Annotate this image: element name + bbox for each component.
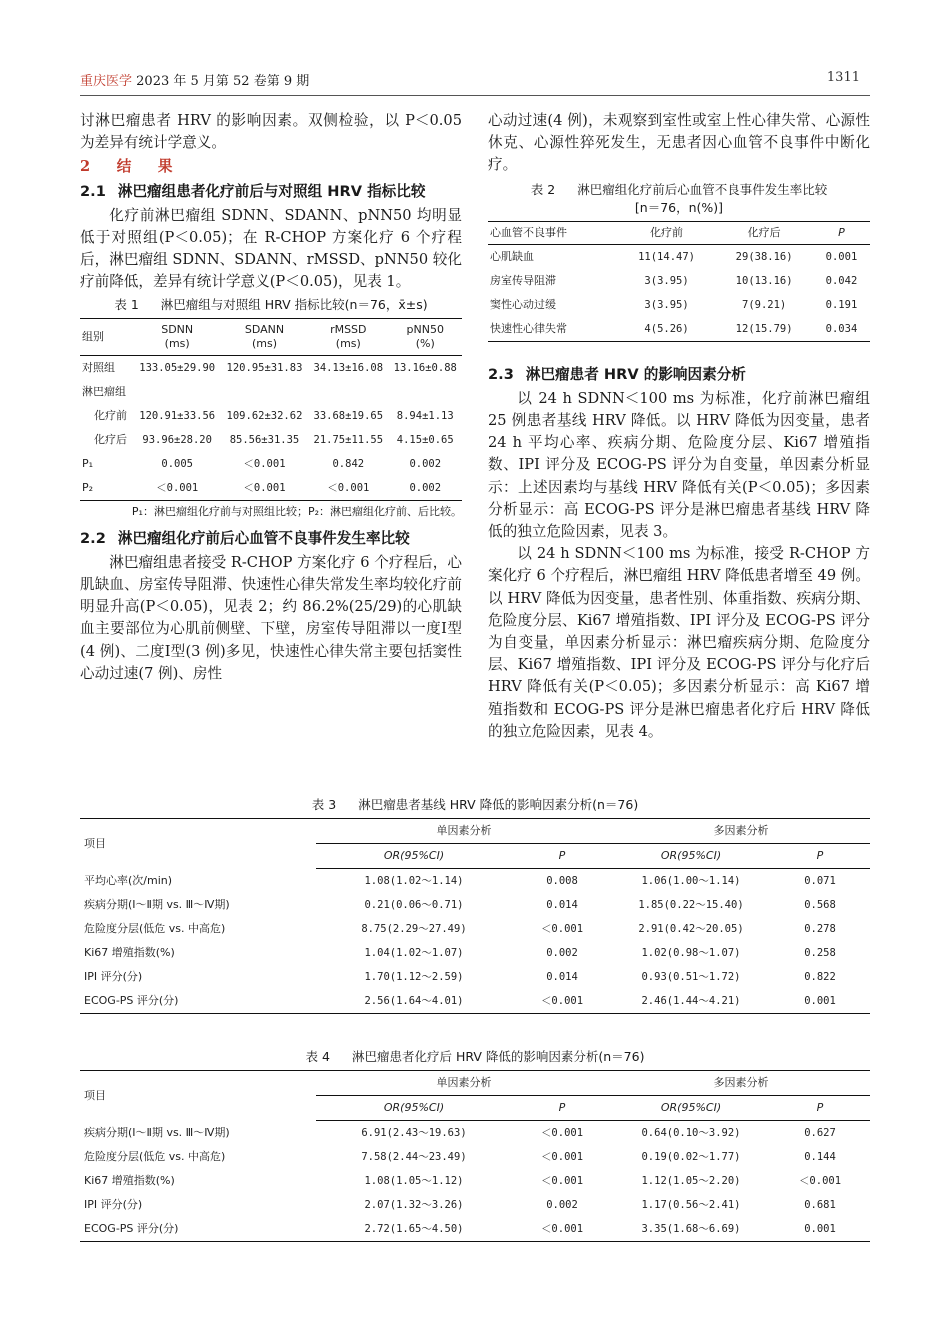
table3-number: 表 3 xyxy=(311,797,337,812)
table1-row xyxy=(80,428,462,452)
table3-cell: 1.02(0.98～1.07) xyxy=(641,947,741,959)
table3-header-item: 项目 xyxy=(84,836,106,850)
table4-sub-p-uni: P xyxy=(512,1096,612,1121)
table4-row-label: 疾病分期(Ⅰ～Ⅱ期 vs. Ⅲ～Ⅳ期) xyxy=(84,1125,230,1139)
table3-cell: 2.56(1.64～4.01) xyxy=(364,995,464,1007)
table3-row xyxy=(80,941,870,965)
table4-cell: 6.91(2.43～19.63) xyxy=(361,1127,467,1139)
table1-header-pnn50: pNN50 (%) xyxy=(388,318,462,355)
table2-row xyxy=(488,269,870,293)
section-2-2-continuation: 心动过速(4 例)，未观察到室性或室上性心律失常、心源性休克、心源性猝死发生，无患者因心血管不良事件中断化疗。 xyxy=(488,112,870,174)
table4-cell: 7.58(2.44～23.49) xyxy=(361,1151,467,1163)
table4-cell: 1.17(0.56～2.41) xyxy=(641,1199,741,1211)
table4-row-label: ECOG-PS 评分(分) xyxy=(84,1222,179,1235)
table2-cell: 0.042 xyxy=(825,274,858,287)
table2-cell: 0.034 xyxy=(825,322,858,335)
table3-row-label: 平均心率(次/min) xyxy=(84,873,173,887)
table2-cell: 29(38.16) xyxy=(735,250,793,263)
table3-row-label: IPI 评分(分) xyxy=(84,970,143,983)
table4-row xyxy=(80,1121,870,1146)
table2-header-event: 心血管不良事件 xyxy=(488,221,618,244)
table4-cell: ＜0.001 xyxy=(540,1223,584,1235)
table3-cell: 0.93(0.51～1.72) xyxy=(641,971,741,983)
table4-cell: 0.001 xyxy=(804,1223,836,1235)
table4-cell: 0.144 xyxy=(804,1151,836,1163)
table3-row-label: 疾病分期(Ⅰ～Ⅱ期 vs. Ⅲ～Ⅳ期) xyxy=(84,898,230,911)
table3-cell: 0.568 xyxy=(804,899,836,911)
table2-cell: 3(3.95) xyxy=(644,298,689,311)
table1-cell: ＜0.001 xyxy=(327,481,370,494)
table3-cell: 1.04(1.02～1.07) xyxy=(364,947,464,959)
table4-cell: 0.64(0.10～3.92) xyxy=(641,1127,741,1139)
table4-cell: 0.681 xyxy=(804,1199,836,1211)
table1-title: 淋巴瘤组与对照组 HRV 指标比较(n＝76，x̄±s) xyxy=(160,296,428,312)
table3-header-univariate: 单因素分析 xyxy=(316,819,612,844)
table3-cell: 0.21(0.06～0.71) xyxy=(364,899,464,911)
table2 xyxy=(488,221,870,342)
table1-cell: 85.56±31.35 xyxy=(229,433,300,446)
table1-cell: 120.95±31.83 xyxy=(226,361,303,374)
table2-header-p: P xyxy=(813,221,870,244)
table2-header-before: 化疗前 xyxy=(618,221,716,244)
table3-cell: 8.75(2.29～27.49) xyxy=(361,923,467,935)
table1-cell: 21.75±11.55 xyxy=(313,433,384,446)
left-column xyxy=(80,110,462,685)
table4-cell: 0.19(0.02～1.77) xyxy=(641,1151,741,1163)
table3-row xyxy=(80,893,870,917)
table1-row-label: P₁ xyxy=(82,456,94,470)
table4-cell: 1.12(1.05～2.20) xyxy=(641,1175,741,1187)
table1-cell: 0.005 xyxy=(161,457,193,470)
table1-cell: 93.96±28.20 xyxy=(142,433,212,446)
table1-cell: 4.15±0.65 xyxy=(396,433,454,446)
table4-cell: ＜0.001 xyxy=(540,1151,584,1163)
table4-cell: 0.627 xyxy=(804,1127,836,1139)
table4-header-multivariate: 多因素分析 xyxy=(612,1071,870,1096)
table1-cell xyxy=(134,380,221,404)
table3-block xyxy=(80,794,870,1014)
table4-row-label: IPI 评分(分) xyxy=(84,1198,143,1211)
table1-row xyxy=(80,452,462,476)
section-2-3-title: 淋巴瘤患者 HRV 的影响因素分析 xyxy=(525,365,746,383)
table3-cell: 0.014 xyxy=(546,971,578,983)
table4-row xyxy=(80,1193,870,1217)
table4-title: 淋巴瘤患者化疗后 HRV 降低的影响因素分析(n＝76) xyxy=(351,1049,645,1064)
right-column xyxy=(488,110,870,743)
table4-cell: 2.72(1.65～4.50) xyxy=(364,1223,464,1235)
table2-cell: 4(5.26) xyxy=(644,322,689,335)
table1-cell: ＜0.001 xyxy=(156,481,199,494)
table3-cell: 1.70(1.12～2.59) xyxy=(364,971,464,983)
table1-cell: 0.842 xyxy=(332,457,365,470)
table1-cell: 34.13±16.08 xyxy=(313,361,384,374)
table3-sub-p-uni: P xyxy=(512,844,612,869)
table4-cell: 3.35(1.68～6.69) xyxy=(641,1223,741,1235)
table4-caption xyxy=(80,1048,870,1066)
table2-header-after: 化疗后 xyxy=(715,221,813,244)
table2-row xyxy=(488,317,870,342)
table1-header-sdnn: SDNN (ms) xyxy=(134,318,221,355)
section-2-2-number: 2.2 xyxy=(80,529,106,547)
section-2-2-title: 淋巴瘤组化疗前后心血管不良事件发生率比较 xyxy=(117,529,410,547)
table4-row xyxy=(80,1217,870,1242)
table3-cell: 1.06(1.00～1.14) xyxy=(641,875,741,887)
table1-cell: 0.002 xyxy=(409,481,442,494)
table1-header-sdann: SDANN (ms) xyxy=(221,318,308,355)
table4-header-item: 项目 xyxy=(84,1088,106,1102)
table2-row xyxy=(488,293,870,317)
table1-row xyxy=(80,355,462,380)
section-2-1-title: 淋巴瘤组患者化疗前后与对照组 HRV 指标比较 xyxy=(117,182,426,200)
table3-cell: 0.258 xyxy=(804,947,836,959)
table3-cell: 0.278 xyxy=(804,923,836,935)
table3-cell: 2.91(0.42～20.05) xyxy=(638,923,744,935)
table4-cell: 2.07(1.32～3.26) xyxy=(364,1199,464,1211)
table3-row xyxy=(80,965,870,989)
table4-row-label: Ki67 增殖指数(%) xyxy=(84,1174,175,1187)
table4-row xyxy=(80,1145,870,1169)
journal-name: 重庆医学 xyxy=(80,74,133,89)
table3-cell: ＜0.001 xyxy=(540,923,584,935)
table3-row-label: Ki67 增殖指数(%) xyxy=(84,946,175,959)
table2-caption xyxy=(488,181,870,217)
table2-cell: 0.001 xyxy=(825,250,858,263)
section-2-3-paragraph-a: 以 24 h SDNN＜100 ms 为标准，化疗前淋巴瘤组 25 例患者基线 HRV 降低。以 HRV 降低为因变量，患者 24 h 平均心率、疾病分期、危险度分层、Ki67 增殖指数、IPI 评分及 ECOG-PS 评分为自变量，单因素分析显示：上述因素均与基线 HRV 降低有关(P＜0.05)；多因素分析显示：高 ECOG-PS 评分是淋巴瘤患者基线 HRV 降低的独立危险因素，见表 3。 xyxy=(488,389,870,541)
issue-info: 2023 年 5 月第 52 卷第 9 期 xyxy=(132,74,310,89)
table4-cell: 0.002 xyxy=(546,1199,578,1211)
table2-title: 淋巴瘤组化疗前后心血管不良事件发生率比较 xyxy=(577,181,828,197)
table1-row xyxy=(80,476,462,501)
table1-cell: 109.62±32.62 xyxy=(226,409,303,422)
table3-sub-or-uni: OR(95%CI) xyxy=(316,844,512,869)
table2-cell: 7(9.21) xyxy=(742,298,787,311)
table2-subtitle: [n＝76，n(%)] xyxy=(634,199,724,215)
table3-sub-p-multi: P xyxy=(770,844,870,869)
table2-cell: 11(14.47) xyxy=(638,250,695,263)
table3-cell: 0.002 xyxy=(546,947,578,959)
intro-paragraph: 讨淋巴瘤患者 HRV 的影响因素。双侧检验，以 P＜0.05 为差异有统计学意义。 xyxy=(80,112,462,152)
section-2-3-paragraph-b: 以 24 h SDNN＜100 ms 为标准，接受 R-CHOP 方案化疗 6 个疗程后，淋巴瘤组 HRV 降低患者增至 49 例。以 HRV 降低为因变量，患者性别、体重指数、疾病分期、危险度分层、Ki67 增殖指数、IPI 评分及 ECOG-PS 评分为自变量，单因素分析显示：淋巴瘤疾病分期、危险度分层、Ki67 增殖指数、IPI 评分及 ECOG-PS 评分与化疗后 HRV 降低有关(P＜0.05)；多因素分析显示：高 Ki67 增殖指数和 ECOG-PS 评分是淋巴瘤患者化疗后 HRV 降低的独立危险因素，见表 4。 xyxy=(488,545,870,740)
table3 xyxy=(80,818,870,1014)
table1-note: P₁：淋巴瘤组化疗前与对照组比较；P₂：淋巴瘤组化疗前、后比较。 xyxy=(131,504,462,518)
table4-cell: 1.08(1.05～1.12) xyxy=(364,1175,464,1187)
table3-caption xyxy=(80,796,870,814)
table4-cell: ＜0.001 xyxy=(798,1175,842,1187)
table3-title: 淋巴瘤患者基线 HRV 降低的影响因素分析(n＝76) xyxy=(358,797,639,812)
table2-cell: 0.191 xyxy=(825,298,858,311)
table2-cell: 3(3.95) xyxy=(644,274,689,287)
table4-row xyxy=(80,1169,870,1193)
table3-sub-or-multi: OR(95%CI) xyxy=(612,844,770,869)
table1-cell: 120.91±33.56 xyxy=(139,409,216,422)
table2-row xyxy=(488,244,870,269)
table3-cell: 1.08(1.02～1.14) xyxy=(364,875,464,887)
table1-header-rmssd: rMSSD (ms) xyxy=(308,318,388,355)
table1-row xyxy=(80,380,462,404)
table4-sub-or-uni: OR(95%CI) xyxy=(316,1096,512,1121)
table3-row-label: 危险度分层(低危 vs. 中高危) xyxy=(84,922,226,935)
table1-cell: ＜0.001 xyxy=(243,457,286,470)
table4-row-label: 危险度分层(低危 vs. 中高危) xyxy=(84,1150,226,1163)
table3-cell: 0.071 xyxy=(804,875,836,887)
table2-row-label: 房室传导阻滞 xyxy=(490,273,556,287)
table1-cell xyxy=(388,380,462,404)
table2-row-label: 快速性心律失常 xyxy=(490,321,567,335)
table4-sub-p-multi: P xyxy=(770,1096,870,1121)
table3-cell: 2.46(1.44～4.21) xyxy=(641,995,741,1007)
section-2-2-paragraph: 淋巴瘤组患者接受 R-CHOP 方案化疗 6 个疗程后，心肌缺血、房室传导阻滞、快速性心律失常发生率均较化疗前明显升高(P＜0.05)，见表 2；约 86.2%(25/29)的心肌缺血主要部位为心肌前侧壁、下壁，房室传导阻滞以一度Ⅰ型(4 例)、二度Ⅰ型(3 例)多见，快速性心律失常主要包括窦性心动过速(7 例)、房性 xyxy=(80,553,462,682)
table1-row-label: 化疗前 xyxy=(94,408,127,422)
table4 xyxy=(80,1070,870,1242)
table4-block xyxy=(80,1046,870,1242)
table2-row-label: 窦性心动过缓 xyxy=(490,297,556,311)
table3-cell: 1.85(0.22～15.40) xyxy=(638,899,744,911)
table4-header-univariate: 单因素分析 xyxy=(316,1071,612,1096)
table2-number: 表 2 xyxy=(530,181,556,197)
table3-cell: 0.008 xyxy=(546,875,578,887)
section-2-3-heading xyxy=(488,364,870,386)
table3-row-label: ECOG-PS 评分(分) xyxy=(84,994,179,1007)
table1-number: 表 1 xyxy=(114,296,139,312)
table2-row-label: 心肌缺血 xyxy=(490,249,534,263)
table1 xyxy=(80,318,462,501)
table3-cell: 0.822 xyxy=(804,971,836,983)
table1-cell: ＜0.001 xyxy=(243,481,286,494)
table1-row-label: P₂ xyxy=(82,480,94,494)
table4-cell: ＜0.001 xyxy=(540,1175,584,1187)
running-header xyxy=(80,70,870,92)
section-2-2-heading xyxy=(80,528,462,550)
section-2-heading: 2 结 果 xyxy=(80,158,179,176)
table1-cell xyxy=(308,380,388,404)
table2-cell: 12(15.79) xyxy=(735,322,793,335)
table3-row xyxy=(80,917,870,941)
table3-header-multivariate: 多因素分析 xyxy=(612,819,870,844)
table3-row xyxy=(80,989,870,1014)
table1-row xyxy=(80,404,462,428)
table1-cell: 0.002 xyxy=(409,457,442,470)
table1-cell: 133.05±29.90 xyxy=(139,361,216,374)
table4-cell: ＜0.001 xyxy=(540,1127,584,1139)
page-number: 1311 xyxy=(826,70,860,85)
section-2-1-number: 2.1 xyxy=(80,182,106,200)
table1-caption xyxy=(80,296,462,314)
table3-row xyxy=(80,869,870,894)
table1-header-group: 组别 xyxy=(80,318,134,355)
table3-cell: 0.014 xyxy=(546,899,578,911)
section-2-3-number: 2.3 xyxy=(488,365,514,383)
section-2-1-paragraph: 化疗前淋巴瘤组 SDNN、SDANN、pNN50 均明显低于对照组(P＜0.05)；在 R-CHOP 方案化疗 6 个疗程后，淋巴瘤组 SDNN、SDANN、rMSSD、pNN50 较化疗前降低，差异有统计学意义(P＜0.05)，见表 1。 xyxy=(80,206,462,291)
table1-cell: 13.16±0.88 xyxy=(393,361,457,374)
section-2-1-heading xyxy=(80,181,462,203)
table1-row-label: 淋巴瘤组 xyxy=(82,384,126,398)
table1-row-label: 化疗后 xyxy=(94,432,127,446)
table1-cell xyxy=(221,380,308,404)
header-rule xyxy=(80,95,870,96)
table1-cell: 8.94±1.13 xyxy=(396,409,454,422)
table4-number: 表 4 xyxy=(305,1049,330,1064)
table1-row-label: 对照组 xyxy=(82,360,115,374)
table1-cell: 33.68±19.65 xyxy=(313,409,384,422)
table3-cell: ＜0.001 xyxy=(540,995,584,1007)
table4-sub-or-multi: OR(95%CI) xyxy=(612,1096,770,1121)
table3-cell: 0.001 xyxy=(804,995,836,1007)
table2-cell: 10(13.16) xyxy=(735,274,793,287)
